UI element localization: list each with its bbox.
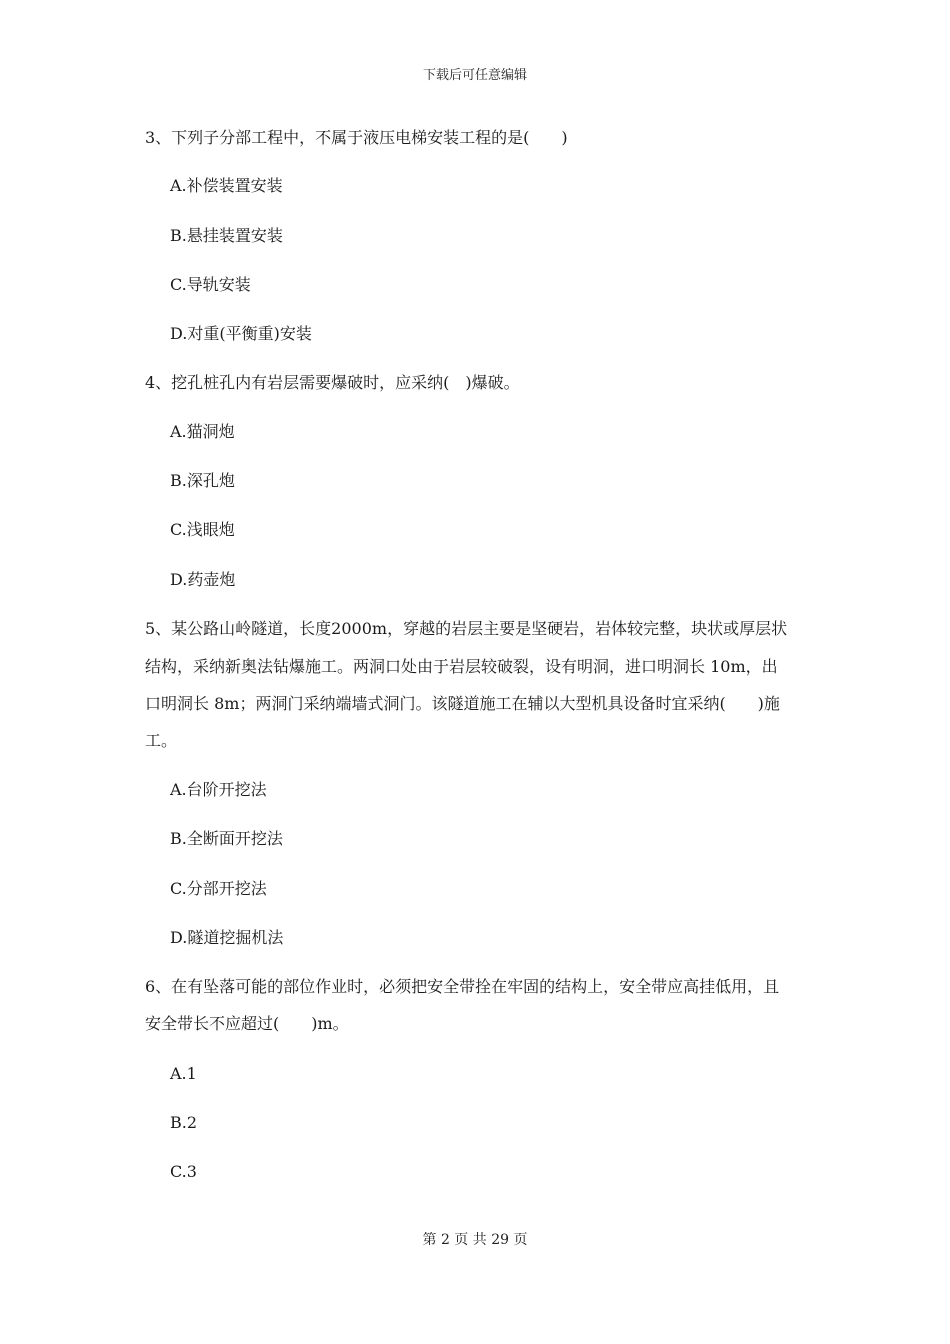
question-5-option-d: D.隧道挖掘机法 bbox=[170, 928, 284, 947]
question-3-option-a: A.补偿装置安装 bbox=[170, 176, 283, 195]
question-5-text-line-1: 5、某公路山岭隧道，长度2000m，穿越的岩层主要是坚硬岩，岩体较完整，块状或厚层状 bbox=[145, 619, 788, 638]
question-5-text-line-3: 口明洞长 8m；两洞门采纳端墙式洞门。该隧道施工在辅以大型机具设备时宜采纳( )施 bbox=[145, 694, 780, 713]
question-6-option-c: C.3 bbox=[170, 1162, 197, 1181]
question-3-text: 3、下列子分部工程中，不属于液压电梯安装工程的是( ) bbox=[145, 128, 568, 147]
page-header: 下载后可任意编辑 bbox=[422, 68, 527, 83]
question-4-text: 4、挖孔桩孔内有岩层需要爆破时，应采纳( )爆破。 bbox=[145, 373, 520, 392]
question-6-option-b: B.2 bbox=[170, 1113, 198, 1132]
question-5-option-c: C.分部开挖法 bbox=[170, 879, 267, 898]
question-6-text-line-1: 6、在有坠落可能的部位作业时，必须把安全带拴在牢固的结构上，安全带应高挂低用，且 bbox=[145, 977, 780, 996]
question-4-option-b: B.深孔炮 bbox=[170, 471, 235, 490]
question-5-option-b: B.全断面开挖法 bbox=[170, 829, 283, 848]
question-3-option-d: D.对重(平衡重)安装 bbox=[170, 324, 312, 343]
question-5-option-a: A.台阶开挖法 bbox=[170, 780, 267, 799]
question-5-text-line-4: 工。 bbox=[145, 731, 178, 750]
question-3-option-b: B.悬挂装置安装 bbox=[170, 226, 283, 245]
question-4-option-c: C.浅眼炮 bbox=[170, 520, 235, 539]
question-6-option-a: A.1 bbox=[170, 1064, 197, 1083]
question-4-option-a: A.猫洞炮 bbox=[170, 422, 235, 441]
question-3-option-c: C.导轨安装 bbox=[170, 275, 251, 294]
question-5-text-line-2: 结构，采纳新奥法钻爆施工。两洞口处由于岩层较破裂，设有明洞，进口明洞长 10m，出 bbox=[145, 657, 778, 676]
question-6-text-line-2: 安全带长不应超过( )m。 bbox=[145, 1014, 349, 1033]
page-footer: 第 2 页 共 29 页 bbox=[422, 1232, 528, 1248]
question-4-option-d: D.药壶炮 bbox=[170, 570, 236, 589]
